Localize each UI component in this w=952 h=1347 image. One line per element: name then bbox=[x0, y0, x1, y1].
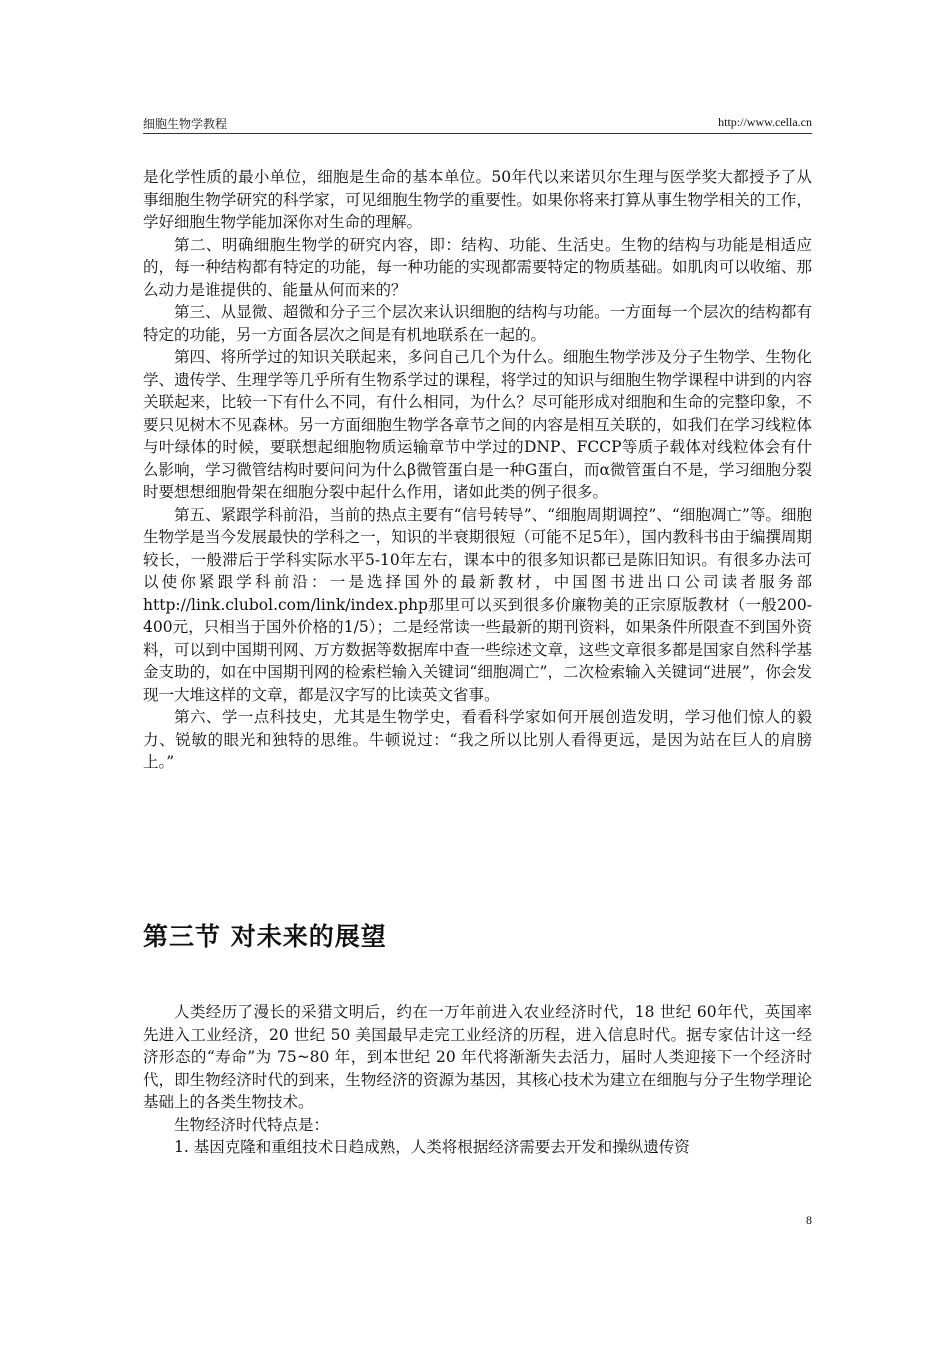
paragraph: 第五、紧跟学科前沿，当前的热点主要有“信号转导”、“细胞周期调控”、“细胞凋亡”等。细胞生物学是当今发展最快的学科之一，知识的半衰期很短（可能不足5年），国内教科书由于编撰周期较长，一般滞后于学科实际水平5-10年左右，课本中的很多知识都已是陈旧知识。有很多办法可以使你紧跟学科前沿：一是选择国外的最新教材，中国图书进出口公司读者服务部http://link.clubol.com/link/index.php那里可以买到很多价廉物美的正宗原版教材（一般200-400元，只相当于国外价格的1/5）；二是经常读一些最新的期刊资料，如果条件所限查不到国外资料，可以到中国期刊网、万方数据等数据库中查一些综述文章，这些文章很多都是国家自然科学基金支助的，如在中国期刊网的检索栏输入关键词“细胞凋亡”，二次检索输入关键词“进展”，你会发现一大堆这样的文章，都是汉字写的比读英文省事。 bbox=[143, 505, 812, 704]
paragraph: 是化学性质的最小单位，细胞是生命的基本单位。50年代以来诺贝尔生理与医学奖大都授予了从事细胞生物学研究的科学家，可见细胞生物学的重要性。如果你将来打算从事生物学相关的工作，学好细胞生物学能加深你对生命的理解。 bbox=[143, 168, 812, 231]
paragraph: 第六、学一点科技史，尤其是生物学史，看看科学家如何开展创造发明，学习他们惊人的毅力、锐敏的眼光和独特的思维。牛顿说过：“我之所以比别人看得更远，是因为站在巨人的肩膀上。” bbox=[143, 708, 812, 771]
header-title: 细胞生物学教程 bbox=[143, 117, 228, 131]
paragraph: 第四、将所学过的知识关联起来，多问自己几个为什么。细胞生物学涉及分子生物学、生物化学、遗传学、生理学等几乎所有生物系学过的课程，将学过的知识与细胞生物学课程中讲到的内容关联起来，比较一下有什么不同，有什么相同，为什么？尽可能形成对细胞和生命的完整印象，不要只见树木不见森林。另一方面细胞生物学各章节之间的内容是相互关联的，如我们在学习线粒体与叶绿体的时候，要联想起细胞物质运输章节中学过的DNP、FCCP等质子载体对线粒体会有什么影响，学习微管结构时要问问为什么β微管蛋白是一种G蛋白，而α微管蛋白不是，学习细胞分裂时要想想细胞骨架在细胞分裂中起什么作用，诸如此类的例子很多。 bbox=[143, 348, 812, 501]
section-title: 第三节 对未来的展望 bbox=[143, 922, 387, 951]
section-body-text bbox=[143, 1001, 812, 1159]
body-text bbox=[143, 166, 812, 774]
page-header bbox=[143, 111, 812, 134]
header-url: http://www.cella.cn bbox=[718, 115, 812, 129]
paragraph: 人类经历了漫长的采猎文明后，约在一万年前进入农业经济时代，18 世纪 60年代，英国率先进入工业经济，20 世纪 50 美国最早走完工业经济的历程，进入信息时代。据专家估计这一经济形态的“寿命”为 75~80 年，到本世纪 20 年代将渐渐失去活力，届时人类迎接下一个经济时代，即生物经济时代的到来，生物经济的资源为基因，其核心技术为建立在细胞与分子生物学理论基础上的各类生物技术。 bbox=[143, 1003, 812, 1111]
list-item: 1. 基因克隆和重组技术日趋成熟，人类将根据经济需要去开发和操纵遗传资 bbox=[174, 1138, 690, 1156]
paragraph: 第三、从显微、超微和分子三个层次来认识细胞的结构与功能。一方面每一个层次的结构都有特定的功能，另一方面各层次之间是有机地联系在一起的。 bbox=[143, 303, 812, 344]
paragraph: 第二、明确细胞生物学的研究内容，即：结构、功能、生活史。生物的结构与功能是相适应的，每一种结构都有特定的功能，每一种功能的实现都需要特定的物质基础。如肌肉可以收缩、那么动力是谁提供的、能量从何而来的？ bbox=[143, 235, 812, 299]
paragraph: 生物经济时代特点是： bbox=[174, 1115, 330, 1134]
page-number: 8 bbox=[806, 1213, 812, 1227]
